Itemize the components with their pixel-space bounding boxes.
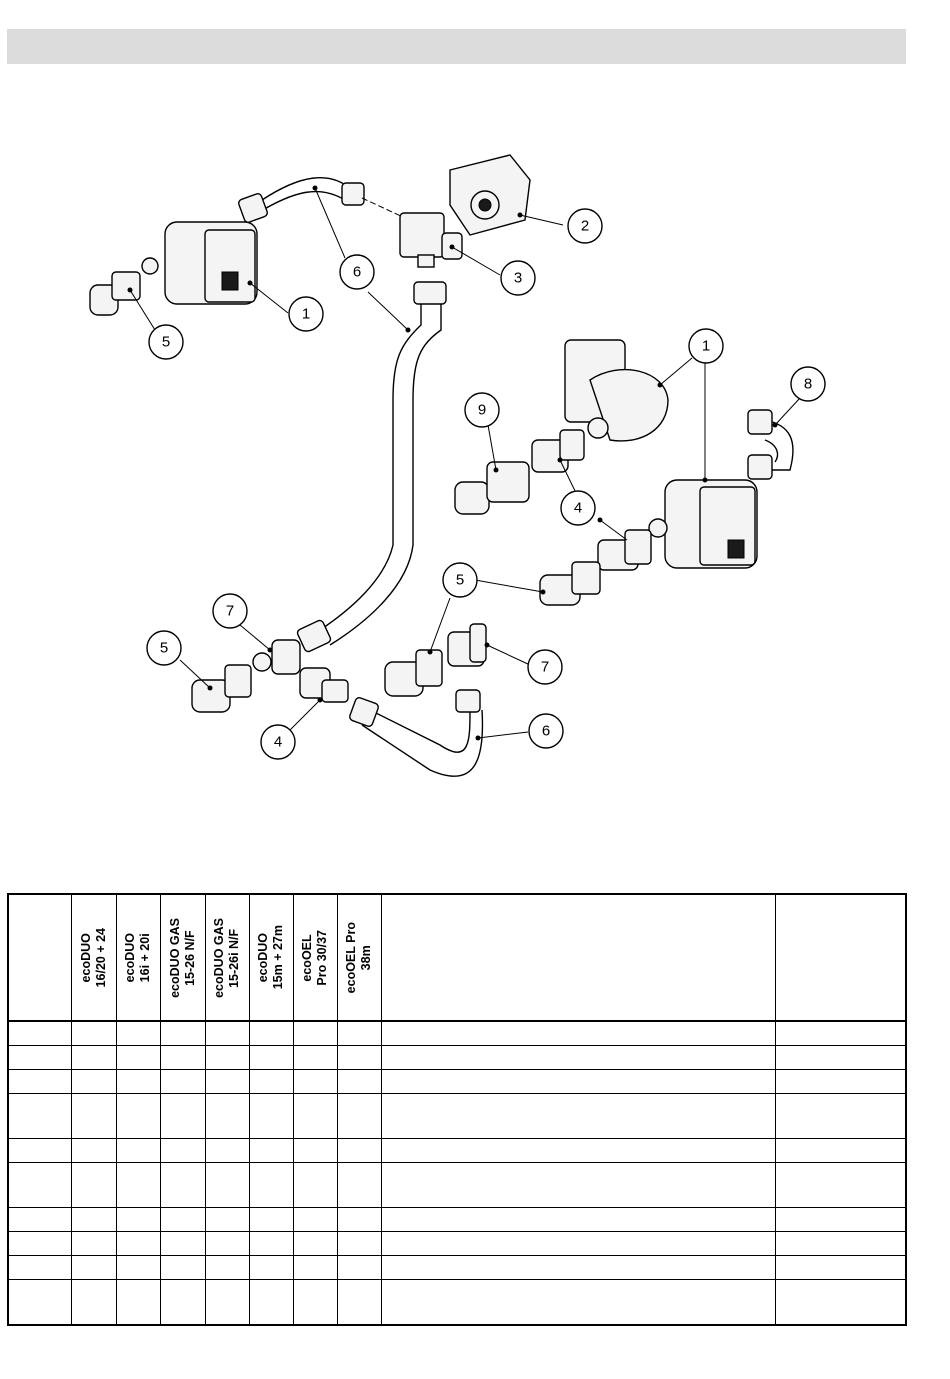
table-cell xyxy=(71,1046,116,1070)
table-cell xyxy=(293,1280,337,1326)
table-cell xyxy=(71,1280,116,1326)
col-header-model: ecoDUO 15m + 27m xyxy=(249,894,293,1021)
table-cell xyxy=(381,1139,775,1163)
table-cell xyxy=(116,1232,160,1256)
t-piece-3 xyxy=(400,213,462,267)
table-cell xyxy=(160,1139,205,1163)
table-cell xyxy=(337,1232,381,1256)
table-cell xyxy=(71,1070,116,1094)
table-cell xyxy=(775,1208,906,1232)
svg-text:7: 7 xyxy=(540,658,550,676)
callout-2 xyxy=(568,209,602,243)
svg-text:6: 6 xyxy=(541,722,551,740)
table-cell xyxy=(116,1139,160,1163)
table-cell xyxy=(8,1139,71,1163)
table-cell xyxy=(160,1256,205,1280)
svg-text:4: 4 xyxy=(273,733,283,751)
svg-text:5: 5 xyxy=(455,571,465,589)
table-cell xyxy=(381,1163,775,1208)
pump-right-lower xyxy=(649,480,757,568)
callout-5-lower-left xyxy=(147,631,181,665)
table-cell xyxy=(8,1070,71,1094)
actuator-2 xyxy=(450,155,530,235)
table-cell xyxy=(160,1208,205,1232)
callout-4-lower xyxy=(261,725,295,759)
table-cell xyxy=(337,1139,381,1163)
table-cell xyxy=(160,1046,205,1070)
col-header-model: ecoDUO GAS 15-26i N/F xyxy=(205,894,249,1021)
fitting-5-right xyxy=(540,562,600,605)
callout-5-right xyxy=(443,563,477,597)
table-cell xyxy=(249,1046,293,1070)
table-cell xyxy=(381,1256,775,1280)
table-cell xyxy=(293,1163,337,1208)
table-cell xyxy=(249,1094,293,1139)
table-cell xyxy=(205,1280,249,1326)
table-cell xyxy=(381,1232,775,1256)
table-cell xyxy=(293,1256,337,1280)
table-cell xyxy=(8,1232,71,1256)
table-cell xyxy=(8,1021,71,1046)
table-cell xyxy=(337,1070,381,1094)
table-header-row xyxy=(8,894,906,1021)
table-cell xyxy=(71,1163,116,1208)
table-cell xyxy=(71,1139,116,1163)
table-cell xyxy=(249,1232,293,1256)
fitting-4-upper xyxy=(532,430,584,472)
table-row xyxy=(8,1070,906,1094)
svg-text:1: 1 xyxy=(301,305,311,323)
table-row xyxy=(8,1139,906,1163)
callout-1-upper-left xyxy=(289,297,323,331)
table-cell xyxy=(775,1070,906,1094)
table-cell xyxy=(381,1070,775,1094)
callout-3 xyxy=(501,261,535,295)
table-cell xyxy=(116,1021,160,1046)
table-cell xyxy=(8,1046,71,1070)
table-cell xyxy=(337,1021,381,1046)
table-cell xyxy=(160,1021,205,1046)
table-cell xyxy=(8,1163,71,1208)
table-cell xyxy=(249,1021,293,1046)
table-cell xyxy=(337,1163,381,1208)
table-cell xyxy=(775,1232,906,1256)
table-cell xyxy=(116,1070,160,1094)
table-cell xyxy=(8,1094,71,1139)
table-cell xyxy=(205,1046,249,1070)
fitting-5-lower-left xyxy=(192,665,251,712)
table-cell xyxy=(775,1163,906,1208)
table-cell xyxy=(71,1232,116,1256)
table-cell xyxy=(293,1046,337,1070)
table-cell xyxy=(249,1139,293,1163)
table-cell xyxy=(160,1232,205,1256)
table-cell xyxy=(775,1256,906,1280)
svg-text:9: 9 xyxy=(477,401,487,419)
fitting-9 xyxy=(455,462,529,514)
table-cell xyxy=(381,1021,775,1046)
table-cell xyxy=(249,1280,293,1326)
table-cell xyxy=(249,1208,293,1232)
fitting-4-right xyxy=(598,530,651,570)
table-cell xyxy=(116,1208,160,1232)
col-header-model: ecoDUO 16i + 20i xyxy=(116,894,160,1021)
callout-6-lower xyxy=(529,714,563,748)
fitting-5-lower-mid xyxy=(385,650,442,696)
table-cell xyxy=(116,1280,160,1326)
table-cell xyxy=(116,1256,160,1280)
callout-1-right xyxy=(689,329,723,363)
pump-upper-left xyxy=(142,222,257,304)
table-cell xyxy=(249,1070,293,1094)
table-cell xyxy=(205,1094,249,1139)
table-cell xyxy=(71,1021,116,1046)
table-row xyxy=(8,1021,906,1046)
col-header-item xyxy=(8,894,71,1021)
callout-9 xyxy=(465,393,499,427)
parts-table xyxy=(7,893,907,1326)
table-cell xyxy=(775,1094,906,1139)
table-cell xyxy=(8,1256,71,1280)
table-cell xyxy=(381,1280,775,1326)
table-cell xyxy=(249,1163,293,1208)
table-cell xyxy=(116,1046,160,1070)
svg-text:2: 2 xyxy=(580,217,590,235)
svg-text:7: 7 xyxy=(225,602,235,620)
table-cell xyxy=(205,1139,249,1163)
table-cell xyxy=(116,1094,160,1139)
elbow-7-right xyxy=(448,624,486,666)
table-row xyxy=(8,1046,906,1070)
col-header-description xyxy=(381,894,775,1021)
col-header-part-number xyxy=(775,894,906,1021)
callout-8 xyxy=(791,367,825,401)
callout-6-upper xyxy=(340,255,374,289)
svg-text:8: 8 xyxy=(803,375,813,393)
table-cell xyxy=(293,1208,337,1232)
table-row xyxy=(8,1280,906,1326)
table-row xyxy=(8,1232,906,1256)
table-cell xyxy=(160,1280,205,1326)
table-cell xyxy=(293,1139,337,1163)
table-cell xyxy=(71,1208,116,1232)
table-cell xyxy=(381,1208,775,1232)
table-cell xyxy=(293,1094,337,1139)
table-cell xyxy=(205,1232,249,1256)
table-cell xyxy=(205,1256,249,1280)
pump-right-upper xyxy=(565,340,668,441)
svg-text:1: 1 xyxy=(701,337,711,355)
table-cell xyxy=(775,1046,906,1070)
table-cell xyxy=(205,1163,249,1208)
svg-text:4: 4 xyxy=(573,499,583,517)
table-cell xyxy=(775,1021,906,1046)
table-cell xyxy=(775,1280,906,1326)
col-header-model: ecoOEL Pro 38m xyxy=(337,894,381,1021)
table-cell xyxy=(337,1046,381,1070)
table-row xyxy=(8,1208,906,1232)
table-cell xyxy=(160,1094,205,1139)
svg-text:3: 3 xyxy=(513,269,523,287)
table-cell xyxy=(116,1163,160,1208)
table-cell xyxy=(8,1208,71,1232)
table-cell xyxy=(775,1139,906,1163)
table-cell xyxy=(293,1070,337,1094)
svg-text:5: 5 xyxy=(159,639,169,657)
table-cell xyxy=(337,1280,381,1326)
table-cell xyxy=(381,1094,775,1139)
table-cell xyxy=(337,1094,381,1139)
table-cell xyxy=(337,1256,381,1280)
callout-7-right xyxy=(528,650,562,684)
svg-text:6: 6 xyxy=(352,263,362,281)
table-cell xyxy=(381,1046,775,1070)
table-cell xyxy=(337,1208,381,1232)
table-row xyxy=(8,1094,906,1139)
callout-7-left xyxy=(213,594,247,628)
callout-4-right xyxy=(561,491,595,525)
elbow-7-left xyxy=(253,640,300,674)
table-cell xyxy=(160,1070,205,1094)
table-cell xyxy=(160,1163,205,1208)
table-cell xyxy=(293,1232,337,1256)
table-cell xyxy=(71,1094,116,1139)
table-cell xyxy=(205,1021,249,1046)
col-header-model: ecoOEL Pro 30/37 xyxy=(293,894,337,1021)
table-row xyxy=(8,1256,906,1280)
table-cell xyxy=(249,1256,293,1280)
table-cell xyxy=(293,1021,337,1046)
table-cell xyxy=(205,1070,249,1094)
svg-text:5: 5 xyxy=(161,333,171,351)
col-header-model: ecoDUO 16/20 + 24 xyxy=(71,894,116,1021)
fitting-4-lower xyxy=(300,668,348,702)
table-cell xyxy=(8,1280,71,1326)
callout-5-upper-left xyxy=(149,325,183,359)
table-cell xyxy=(71,1256,116,1280)
table-body xyxy=(8,1021,906,1325)
table-cell xyxy=(205,1208,249,1232)
table-row xyxy=(8,1163,906,1208)
col-header-model: ecoDUO GAS 15-26 N/F xyxy=(160,894,205,1021)
